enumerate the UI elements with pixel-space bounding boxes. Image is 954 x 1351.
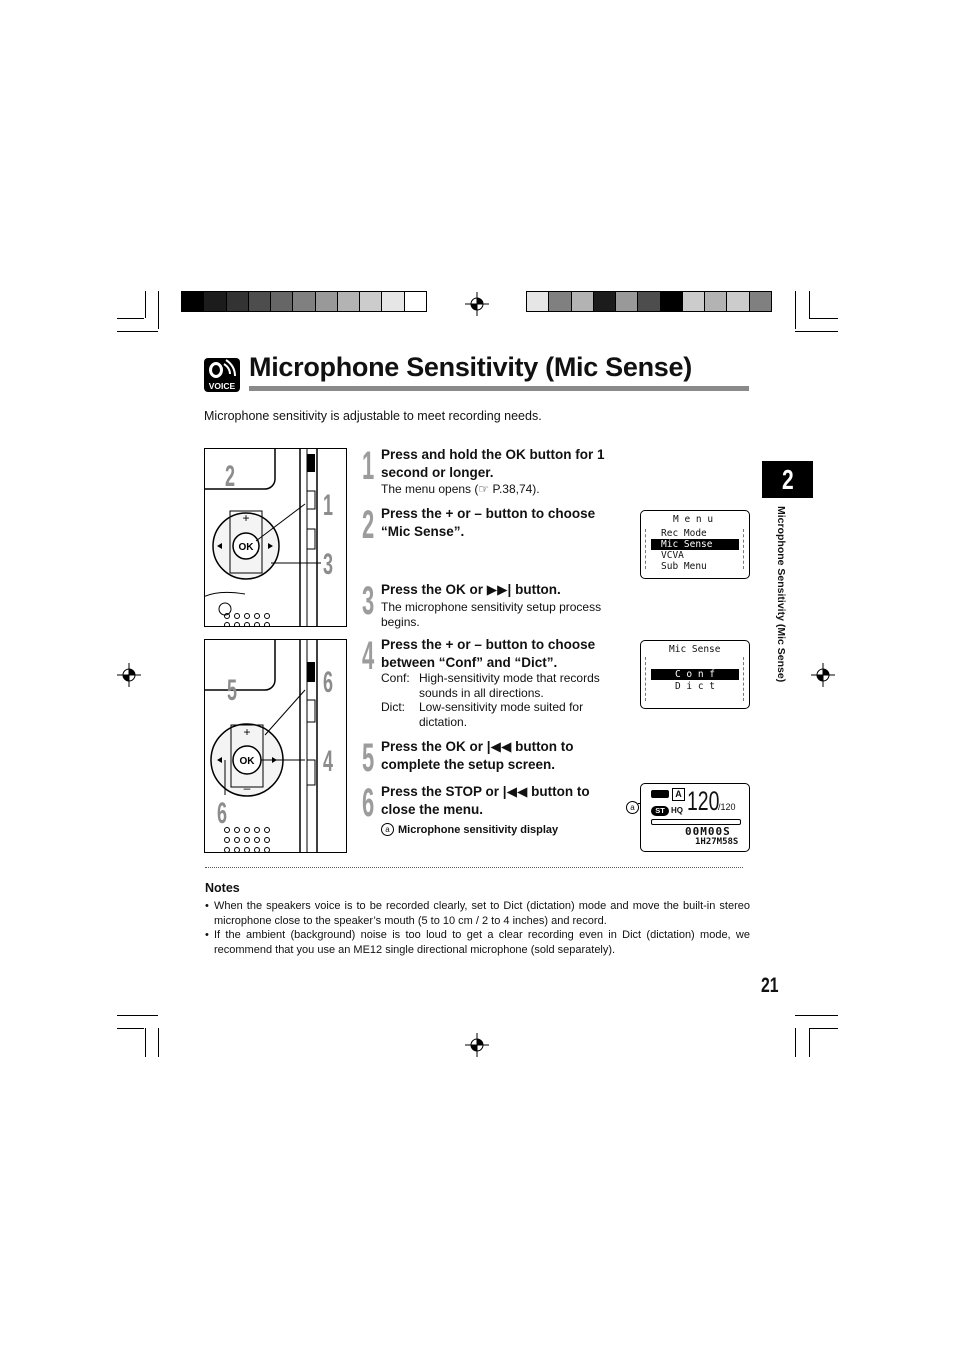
blink-indicator [743,529,744,569]
color-swatch [204,292,226,311]
lcd-menu-item: VCVA [661,550,684,561]
plus-label: + [242,511,250,525]
crop-mark [117,331,158,332]
color-swatch [249,292,271,311]
figure-callout-3: 3 [323,548,334,582]
ok-button-label: OK [239,756,255,767]
color-swatch [705,292,727,311]
minus-label: – [243,781,251,795]
figure-callout-4: 4 [323,745,334,779]
crop-mark [795,331,838,332]
step-1 [381,446,614,497]
crop-mark [117,318,144,319]
step-number-4: 4 [362,634,375,678]
lcd-menu-screen [640,510,750,579]
annotation-marker: a [381,823,394,836]
crop-mark [809,1028,838,1029]
annotation-marker-label: a [626,801,639,814]
step-6-heading: Press the STOP or |◀◀ button to close the menu. [381,784,590,817]
lcd-mic-title: Mic Sense [669,644,721,655]
color-swatch [638,292,660,311]
registration-mark-icon [465,292,489,316]
step-number-5: 5 [362,736,375,780]
blink-indicator [645,529,646,569]
step-1-detail: The menu opens (☞ P.38,74). [381,482,540,496]
crop-mark [809,318,838,319]
color-swatch [182,292,204,311]
device-illustration-1 [204,448,347,627]
page-title: Microphone Sensitivity (Mic Sense) [249,352,692,382]
note-text: When the speakers voice is to be recorded clearly, set to Dict (dictation) mode and move the built-in stereo microphone close to the speaker’s mouth (5 to 10 cm / 2 to 4 inches) and record. [214,900,750,927]
registration-mark-icon [465,1033,489,1057]
color-swatch [572,292,594,311]
color-swatch [727,292,749,311]
step-3 [381,581,614,630]
lcd-mic-option-selected: C o n f [651,669,739,680]
figure-callout-2: 2 [225,460,236,494]
step-1-heading: Press and hold the OK button for 1 second or longer. [381,447,605,480]
definition-text: High-sensitivity mode that records sounds in all directions. [419,671,600,700]
file-total: /120 [718,802,736,812]
definition-term: Dict: [381,700,405,714]
elapsed-time: 00M00S [685,825,731,838]
color-swatch [549,292,571,311]
mode-definitions [381,671,614,729]
color-swatch [360,292,382,311]
step-number-6: 6 [362,781,375,825]
color-calibration-bar-left [181,291,427,312]
lcd-mic-option: D i c t [674,681,716,692]
definition-conf [381,671,614,700]
step-number-2: 2 [362,503,375,547]
badge-a: A [672,788,685,801]
color-swatch [227,292,249,311]
voice-icon [204,358,240,392]
crop-mark [158,291,159,329]
step-number-1: 1 [362,444,375,488]
lcd-menu-item-selected: Mic Sense [651,539,739,550]
lcd-menu-item: Rec Mode [661,528,707,539]
color-calibration-bar-right [526,291,772,312]
step-4-heading: Press the + or – button to choose between “Conf” and “Dict”. [381,637,596,670]
badge-hq: HQ [671,806,683,815]
minus-label: – [242,565,250,579]
bullet: • [205,929,209,941]
device-illustration-2 [204,639,347,853]
color-swatch [405,292,426,311]
crop-mark [158,1028,159,1057]
definition-text: Low-sensitivity mode suited for dictation. [419,700,584,729]
running-header [775,506,787,706]
battery-icon [651,790,669,798]
crop-mark [795,1028,796,1057]
lcd-status-screen [640,783,750,852]
color-swatch [316,292,338,311]
step-3-detail: The microphone sensitivity setup process begins. [381,599,602,629]
step-2-heading: Press the + or – button to choose “Mic Sense”. [381,506,596,539]
registration-mark-icon [117,663,141,687]
crop-mark [795,291,796,329]
figure-callout-5: 5 [227,674,238,708]
annotation [381,823,614,836]
badge-st: ST [651,806,669,816]
lcd-menu-item: Sub Menu [661,561,707,572]
figure-callout-6b: 6 [217,797,228,831]
note-text: If the ambient (background) noise is too loud to get a clear recording even in Dict (dictation) mode, we recommend that you use an ME12 single directional microphone (sold separately). [214,929,750,956]
list-item [205,928,750,957]
blink-indicator [743,657,744,701]
annotation-marker [626,797,639,815]
running-header-text: Microphone Sensitivity (Mic Sense) [775,506,787,683]
figure-callout-6: 6 [323,666,334,700]
ok-button-label: OK [238,542,254,553]
figure-callout-1: 1 [323,489,334,523]
color-swatch [616,292,638,311]
color-swatch [750,292,771,311]
crop-mark [809,1028,810,1057]
color-swatch [293,292,315,311]
color-swatch [683,292,705,311]
color-swatch [661,292,683,311]
crop-mark [809,291,810,318]
color-swatch [271,292,293,311]
crop-mark [795,1015,838,1016]
registration-mark-icon [811,663,835,687]
step-3-heading: Press the OK or ▶▶| button. [381,582,561,597]
crop-mark [145,291,146,318]
notes-heading: Notes [205,881,240,895]
color-swatch [338,292,360,311]
file-number: 120 [687,786,720,816]
page-number: 21 [761,974,779,997]
dotted-divider [205,867,743,868]
crop-mark [117,1028,144,1029]
annotation-text: Microphone sensitivity display [398,823,559,836]
step-6 [381,783,614,836]
color-swatch [382,292,404,311]
lcd-mic-sense-screen [640,640,750,709]
step-4 [381,636,614,729]
plus-label: + [243,725,251,739]
title-rule [249,386,749,391]
crop-mark [145,1028,146,1057]
bullet: • [205,900,209,912]
step-5-heading: Press the OK or |◀◀ button to complete the setup screen. [381,739,574,772]
voice-icon-label: VOICE [208,381,236,391]
crop-mark [117,1015,158,1016]
step-2 [381,505,614,540]
step-5 [381,738,614,773]
color-swatch [594,292,616,311]
lcd-menu-title: M e n u [673,514,714,525]
chapter-number: 2 [781,464,794,495]
notes-list [205,899,750,957]
definition-term: Conf: [381,671,410,685]
remaining-time: 1H27M58S [695,837,739,847]
blink-indicator [645,657,646,701]
intro-text: Microphone sensitivity is adjustable to meet recording needs. [204,409,542,423]
definition-dict [381,700,614,729]
step-number-3: 3 [362,579,375,623]
color-swatch [527,292,549,311]
chapter-tab [762,461,813,498]
list-item [205,899,750,928]
